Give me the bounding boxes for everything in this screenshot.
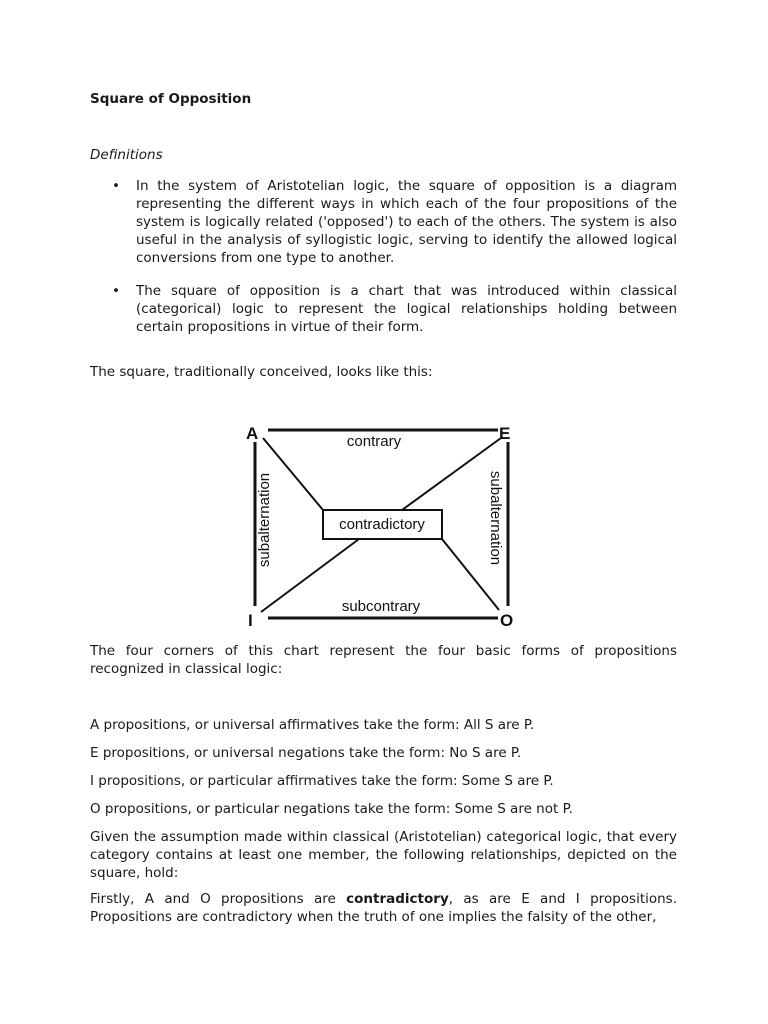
subalternation-right-label: subalternation [487,470,504,566]
square-of-opposition-diagram [245,420,525,632]
corner-a-label: A [246,424,259,443]
subalternation-left-label: subalternation [256,472,273,568]
corner-e-label: E [499,424,511,443]
assumption-paragraph: Given the assumption made within classical (Aristotelian) categorical logic, that every category contains at least one member, the following relationships, depicted on the square, hold: [90,829,677,881]
contrary-label: contrary [346,433,402,450]
corner-i-label: I [248,611,253,630]
form-a-line: A propositions, or universal affirmatives take the form: All S are P. [90,717,535,733]
firstly-text-end: , as are E and I propositions. Propositions are contradictory when the truth of one implies the falsity of the other, [90,891,677,925]
diagonal-e-i-upper [402,438,501,510]
form-o-line: O propositions, or particular negations take the form: Some S are not P. [90,801,573,817]
definition-text: In the system of Aristotelian logic, the square of opposition is a diagram representing the different ways in which each of the four propositions of the system is logically related ('opposed') to each of the others. The system is also useful in the analysis of syllogistic logic, serving to identify the allowed logical conversions from one type to another. [136,178,677,266]
form-e-line: E propositions, or universal negations take the form: No S are P. [90,745,522,761]
bullet-icon: • [112,178,120,194]
corners-paragraph: The four corners of this chart represent the four basic forms of propositions recognized in classical logic: [90,643,677,677]
form-i-line: I propositions, or particular affirmatives take the form: Some S are P. [90,773,554,789]
firstly-text-start: Firstly, A and O propositions are [90,891,347,907]
subcontrary-label: subcontrary [341,598,421,615]
corner-o-label: O [500,611,514,630]
definitions-heading: Definitions [90,147,163,163]
intro-paragraph: The square, traditionally conceived, looks like this: [90,364,433,380]
contradictory-term: contradictory [346,891,449,907]
definition-text: The square of opposition is a chart that was introduced within classical (categorical) logic to represent the logical relationships holding between certain propositions in virtue of their form. [136,283,677,335]
document-title: Square of Opposition [90,91,252,107]
bullet-icon: • [112,283,120,299]
firstly-paragraph [90,890,677,926]
contradictory-label: contradictory [339,516,425,533]
